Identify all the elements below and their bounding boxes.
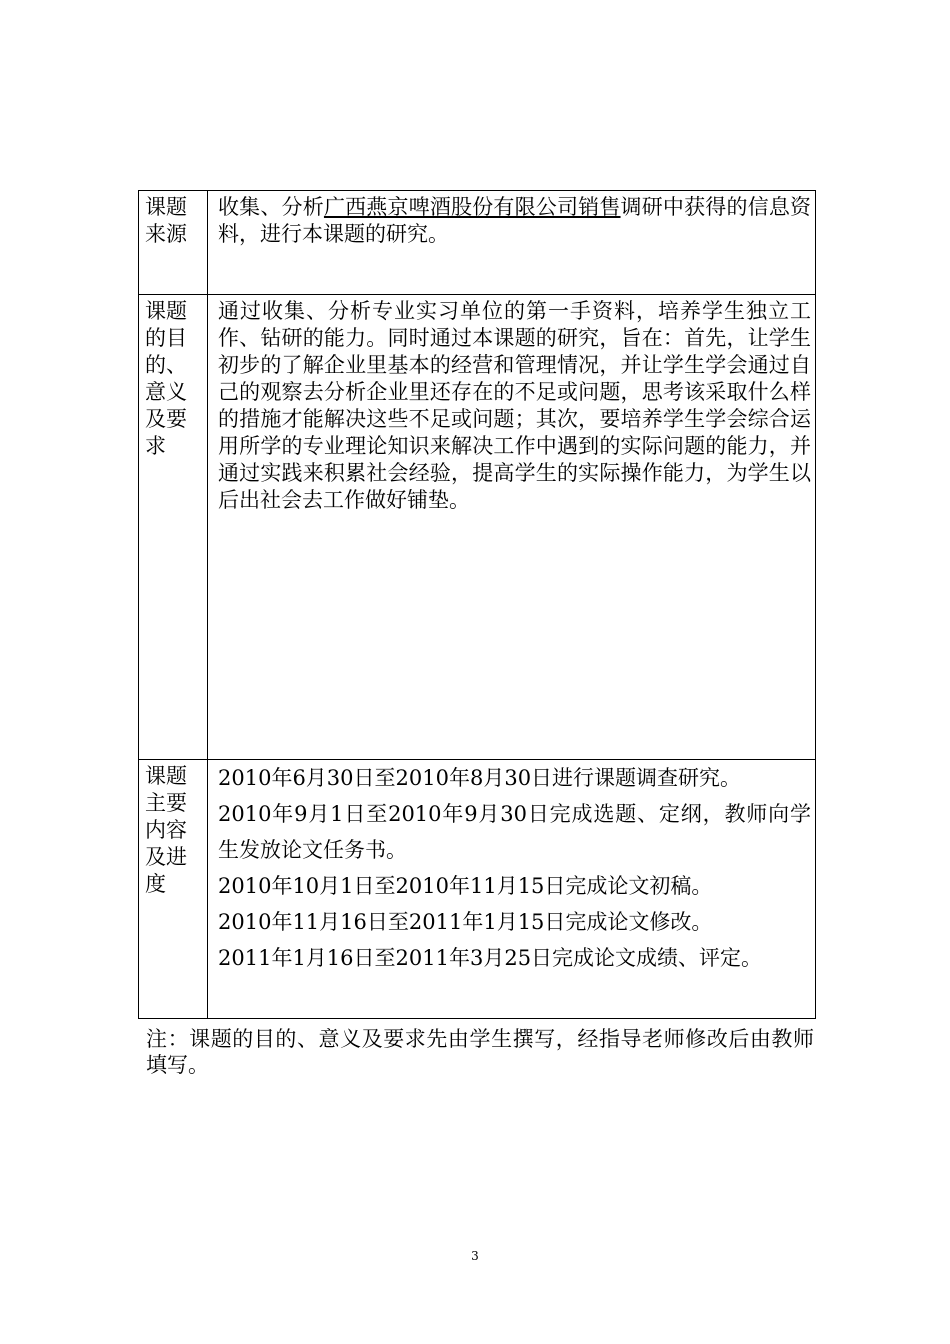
source-company-name: 广西燕京啤酒股份有限公司销售: [323, 195, 621, 219]
task-form-table: [138, 190, 816, 1019]
table-footnote: 注：课题的目的、意义及要求先由学生撰写，经指导老师修改后由教师填写。: [146, 1027, 814, 1077]
source-content: [208, 191, 816, 295]
schedule-item: 2010年10月1日至2010年11月15日完成论文初稿。: [218, 874, 713, 898]
source-text-before: 收集、分析: [218, 195, 324, 219]
source-label: 课题来源: [145, 195, 187, 246]
schedule-label-cell: [139, 760, 208, 1019]
purpose-content: [208, 295, 816, 760]
purpose-label-cell: [139, 295, 208, 760]
schedule-item: 2010年9月1日至2010年9月30日完成选题、定纲，教师向学生发放论文任务书。: [218, 802, 811, 862]
source-row: [139, 191, 816, 295]
schedule-item: 2011年1月16日至2011年3月25日完成论文成绩、评定。: [218, 946, 763, 970]
purpose-row: [139, 295, 816, 760]
source-text-after: 调研中获得的信息资料，进行本课题的研究。: [218, 195, 812, 246]
schedule-label: 课题主要内容及进度: [145, 764, 187, 896]
source-label-cell: [139, 191, 208, 295]
schedule-item: 2010年6月30日至2010年8月30日进行课题调查研究。: [218, 766, 742, 790]
schedule-row: [139, 760, 816, 1019]
schedule-content: [208, 760, 816, 1019]
purpose-text: 通过收集、分析专业实习单位的第一手资料，培养学生独立工作、钻研的能力。同时通过本课题的研究，旨在：首先，让学生初步的了解企业里基本的经营和管理情况，并让学生学会通过自己的观察去分析企业里还存在的不足或问题，思考该采取什么样的措施才能解决这些不足或问题；其次，要培养学生学会综合运用所学的专业理论知识来解决工作中遇到的实际问题的能力，并通过实践来积累社会经验，提高学生的实际操作能力，为学生以后出社会去工作做好铺垫。: [218, 299, 811, 512]
schedule-item: 2010年11月16日至2011年1月15日完成论文修改。: [218, 910, 713, 934]
page-number: 3: [471, 1249, 479, 1263]
purpose-label: 课题的目的、意义及要求: [145, 299, 187, 458]
